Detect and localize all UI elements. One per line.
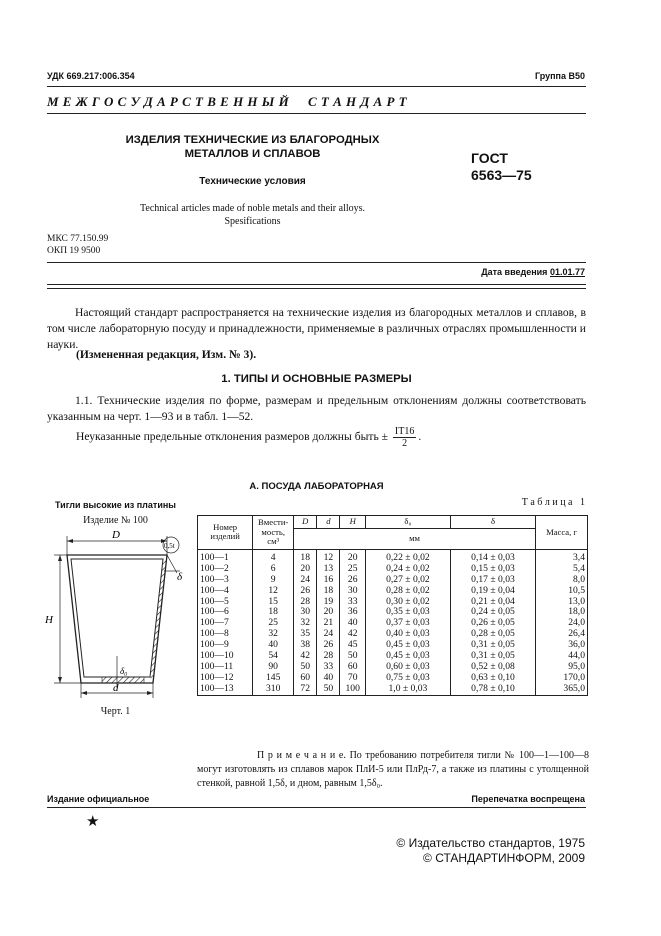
- label-D: D: [112, 529, 120, 541]
- table-cell: 24,0: [536, 618, 588, 629]
- label-H: H: [45, 614, 53, 626]
- subsection-heading: А. ПОСУДА ЛАБОРАТОРНАЯ: [249, 481, 384, 492]
- table-cell: 0,22 ± 0,02: [365, 549, 450, 563]
- section-p2: [76, 426, 421, 449]
- title-line-2: МЕТАЛЛОВ И СПЛАВОВ: [184, 148, 321, 160]
- table-cell: 42: [340, 629, 365, 640]
- table-cell: 24: [317, 629, 340, 640]
- col-H-header: H: [340, 516, 365, 529]
- codes-rule: [47, 262, 586, 263]
- table-row: [198, 549, 588, 563]
- table-cell: 13: [317, 564, 340, 575]
- table-cell: 20: [294, 564, 317, 575]
- table-cell: 90: [253, 662, 294, 673]
- table-cell: 38: [294, 640, 317, 651]
- table-cell: 36,0: [536, 640, 588, 651]
- table-cell: 100—10: [198, 651, 253, 662]
- tolerance-fraction: [393, 426, 416, 449]
- standard-type: М Е Ж Г О С У Д А Р С Т В Е Н Н Ы Й С Т А Н Д А Р Т: [47, 94, 408, 109]
- table-cell: 33: [317, 662, 340, 673]
- date-rule: [47, 284, 586, 289]
- table-cell: 19: [317, 597, 340, 608]
- col-mass-header: Масса, г: [536, 516, 588, 550]
- table-cell: 100—2: [198, 564, 253, 575]
- effective-date-label: Дата введения: [481, 267, 548, 277]
- label-roughness: 0,5t: [164, 542, 175, 550]
- effective-date: [481, 267, 585, 277]
- table-note: П р и м е ч а н и е. По требованию потребителя тигли № 100—1—100—8 могут изготовлять из сплавов марок ПлИ-5 или ПлРд-7, а также из платины с утолщенной стенкой, равной 1,5δ, и дном, равным 1,5δ₀.: [197, 750, 589, 789]
- table-cell: 21: [317, 618, 340, 629]
- table-cell: 0,45 ± 0,03: [365, 640, 450, 651]
- table-cell: 70: [340, 673, 365, 684]
- col-d0-header: δ₀: [365, 516, 450, 529]
- table-cell: 18: [317, 586, 340, 597]
- footer-rule: [47, 807, 586, 808]
- label-delta0: δ₀: [120, 666, 128, 676]
- table-cell: 100—4: [198, 586, 253, 597]
- table-cell: 0,28 ± 0,02: [365, 586, 450, 597]
- table-cell: 0,27 ± 0,02: [365, 575, 450, 586]
- header-rule-2: [47, 113, 586, 114]
- table-cell: 6: [253, 564, 294, 575]
- table-cell: 13,0: [536, 597, 588, 608]
- table-cell: 40: [317, 673, 340, 684]
- gost-label: ГОСТ: [471, 150, 508, 166]
- section-heading: 1. ТИПЫ И ОСНОВНЫЕ РАЗМЕРЫ: [221, 373, 412, 385]
- label-d: d: [113, 682, 119, 694]
- col-num-header: Номер изделий: [198, 516, 253, 550]
- table-cell: 18: [294, 549, 317, 563]
- table-cell: 4: [253, 549, 294, 563]
- wall-hatch: [150, 555, 167, 683]
- table-cell: 100: [340, 684, 365, 695]
- table-cell: 60: [340, 662, 365, 673]
- dimension-lines: [54, 536, 180, 698]
- unit-header: мм: [294, 528, 536, 549]
- table-cell: 36: [340, 607, 365, 618]
- table-cell: 33: [340, 597, 365, 608]
- table-cell: 0,37 ± 0,03: [365, 618, 450, 629]
- table-cell: 0,15 ± 0,03: [450, 564, 535, 575]
- figure-title: Тигли высокие из платины: [55, 500, 176, 510]
- subtitle: Технические условия: [199, 176, 306, 187]
- table-cell: 40: [253, 640, 294, 651]
- effective-date-value: 01.01.77: [549, 267, 585, 277]
- fraction-end: .: [418, 430, 422, 444]
- table-cell: 25: [340, 564, 365, 575]
- table-cell: 54: [253, 651, 294, 662]
- table-cell: 100—13: [198, 684, 253, 695]
- table-cell: 10,5: [536, 586, 588, 597]
- table-cell: 0,75 ± 0,03: [365, 673, 450, 684]
- table-cell: 100—12: [198, 673, 253, 684]
- table-cell: 72: [294, 684, 317, 695]
- table-cell: 0,28 ± 0,05: [450, 629, 535, 640]
- table-cell: 16: [317, 575, 340, 586]
- header-rule: [47, 86, 586, 87]
- fraction-numerator: IT16: [394, 426, 415, 437]
- table-cell: 310: [253, 684, 294, 695]
- col-d-header: d: [317, 516, 340, 529]
- group-code: Группа В50: [534, 71, 585, 81]
- section-p1: 1.1. Технические изделия по форме, размерам и предельным отклонениям должны соответствовать указанным на черт. 1—93 и в табл. 1—52.: [47, 394, 586, 423]
- col-delta-header: δ: [450, 516, 535, 529]
- table-cell: 0,31 ± 0,05: [450, 640, 535, 651]
- table-cell: 100—7: [198, 618, 253, 629]
- table-cell: 12: [253, 586, 294, 597]
- table-cell: 9: [253, 575, 294, 586]
- section-p2-text: Неуказанные предельные отклонения размеров должны быть ±: [76, 430, 389, 444]
- table-cell: 0,60 ± 0,03: [365, 662, 450, 673]
- table-cell: 0,26 ± 0,05: [450, 618, 535, 629]
- table-cell: 0,78 ± 0,10: [450, 684, 535, 695]
- table-cell: 18: [253, 607, 294, 618]
- title-line-1: ИЗДЕЛИЯ ТЕХНИЧЕСКИЕ ИЗ БЛАГОРОДНЫХ: [125, 134, 380, 146]
- table-cell: 32: [253, 629, 294, 640]
- table-cell: 26,4: [536, 629, 588, 640]
- table-cell: 25: [253, 618, 294, 629]
- amendment-note: (Измененная редакция, Изм. № 3).: [76, 348, 257, 361]
- table-cell: 0,30 ± 0,02: [365, 597, 450, 608]
- mks-code: МКС 77.150.99: [47, 234, 109, 244]
- table-cell: 100—5: [198, 597, 253, 608]
- table-cell: 5,4: [536, 564, 588, 575]
- table-cell: 50: [294, 662, 317, 673]
- table-cell: 100—3: [198, 575, 253, 586]
- table-cell: 26: [340, 575, 365, 586]
- table-cell: 60: [294, 673, 317, 684]
- table-cell: 0,31 ± 0,05: [450, 651, 535, 662]
- table-cell: 20: [317, 607, 340, 618]
- fraction-denominator: 2: [402, 438, 408, 449]
- table-cell: 0,21 ± 0,04: [450, 597, 535, 608]
- table-cell: 100—6: [198, 607, 253, 618]
- table-cell: 0,14 ± 0,03: [450, 549, 535, 563]
- table-cell: 0,17 ± 0,03: [450, 575, 535, 586]
- star-icon: ★: [86, 814, 100, 830]
- table-cell: 28: [294, 597, 317, 608]
- dimensions-table: [197, 515, 588, 696]
- table-body: [198, 549, 588, 695]
- table-cell: 100—1: [198, 549, 253, 563]
- copyright-2: © СТАНДАРТИНФОРМ, 2009: [423, 851, 585, 865]
- table-cell: 100—11: [198, 662, 253, 673]
- label-delta: δ: [177, 571, 183, 583]
- crucible-drawing: [40, 528, 190, 703]
- table-cell: 0,52 ± 0,08: [450, 662, 535, 673]
- english-title-1: Technical articles made of noble metals and their alloys.: [139, 203, 366, 214]
- col-D-header: D: [294, 516, 317, 529]
- table-cell: 95,0: [536, 662, 588, 673]
- table-cell: 170,0: [536, 673, 588, 684]
- table-cell: 0,35 ± 0,03: [365, 607, 450, 618]
- table-cell: 0,24 ± 0,05: [450, 607, 535, 618]
- table-cell: 30: [294, 607, 317, 618]
- table-cell: 12: [317, 549, 340, 563]
- figure-caption: Черт. 1: [100, 706, 131, 717]
- table-cell: 50: [317, 684, 340, 695]
- table-cell: 3,4: [536, 549, 588, 563]
- table-cell: 24: [294, 575, 317, 586]
- table-cell: 365,0: [536, 684, 588, 695]
- table-row: [198, 586, 588, 597]
- table-cell: 26: [294, 586, 317, 597]
- table-cell: 20: [340, 549, 365, 563]
- col-vol-header: Вмести-мость, см³: [253, 516, 294, 550]
- table-cell: 28: [317, 651, 340, 662]
- table-cell: 0,40 ± 0,03: [365, 629, 450, 640]
- table-cell: 44,0: [536, 651, 588, 662]
- table-row: [198, 575, 588, 586]
- table-cell: 18,0: [536, 607, 588, 618]
- table-cell: 8,0: [536, 575, 588, 586]
- table-row: [198, 684, 588, 695]
- intro-paragraph: Настоящий стандарт распространяется на технические изделия из благородных металлов и сплавов, в том числе лабораторную посуду и принадлежности, применяемые в различных отраслях промышленности и науки.: [47, 306, 586, 351]
- udk-code: УДК 669.217:006.354: [47, 71, 135, 81]
- table-cell: 30: [340, 586, 365, 597]
- table-cell: 40: [340, 618, 365, 629]
- table-cell: 0,19 ± 0,04: [450, 586, 535, 597]
- table-cell: 0,63 ± 0,10: [450, 673, 535, 684]
- figure-item: Изделие № 100: [83, 515, 148, 526]
- table-cell: 100—9: [198, 640, 253, 651]
- table-cell: 1,0 ± 0,03: [365, 684, 450, 695]
- table-cell: 26: [317, 640, 340, 651]
- table-cell: 145: [253, 673, 294, 684]
- table-cell: 100—8: [198, 629, 253, 640]
- table-cell: 50: [340, 651, 365, 662]
- bottom-hatch: [102, 677, 144, 683]
- copyright-1: © Издательство стандартов, 1975: [396, 836, 585, 850]
- table-cell: 35: [294, 629, 317, 640]
- gost-number: 6563—75: [471, 167, 532, 183]
- table-caption: Т а б л и ц а 1: [521, 497, 585, 508]
- table-cell: 45: [340, 640, 365, 651]
- english-title-2: Spesifications: [224, 216, 281, 227]
- reprint-label: Перепечатка воспрещена: [471, 794, 585, 804]
- okp-code: ОКП 19 9500: [47, 246, 101, 256]
- table-cell: 0,45 ± 0,03: [365, 651, 450, 662]
- edition-label: Издание официальное: [47, 794, 150, 804]
- table-cell: 0,24 ± 0,02: [365, 564, 450, 575]
- table-cell: 42: [294, 651, 317, 662]
- table-cell: 32: [294, 618, 317, 629]
- table-cell: 15: [253, 597, 294, 608]
